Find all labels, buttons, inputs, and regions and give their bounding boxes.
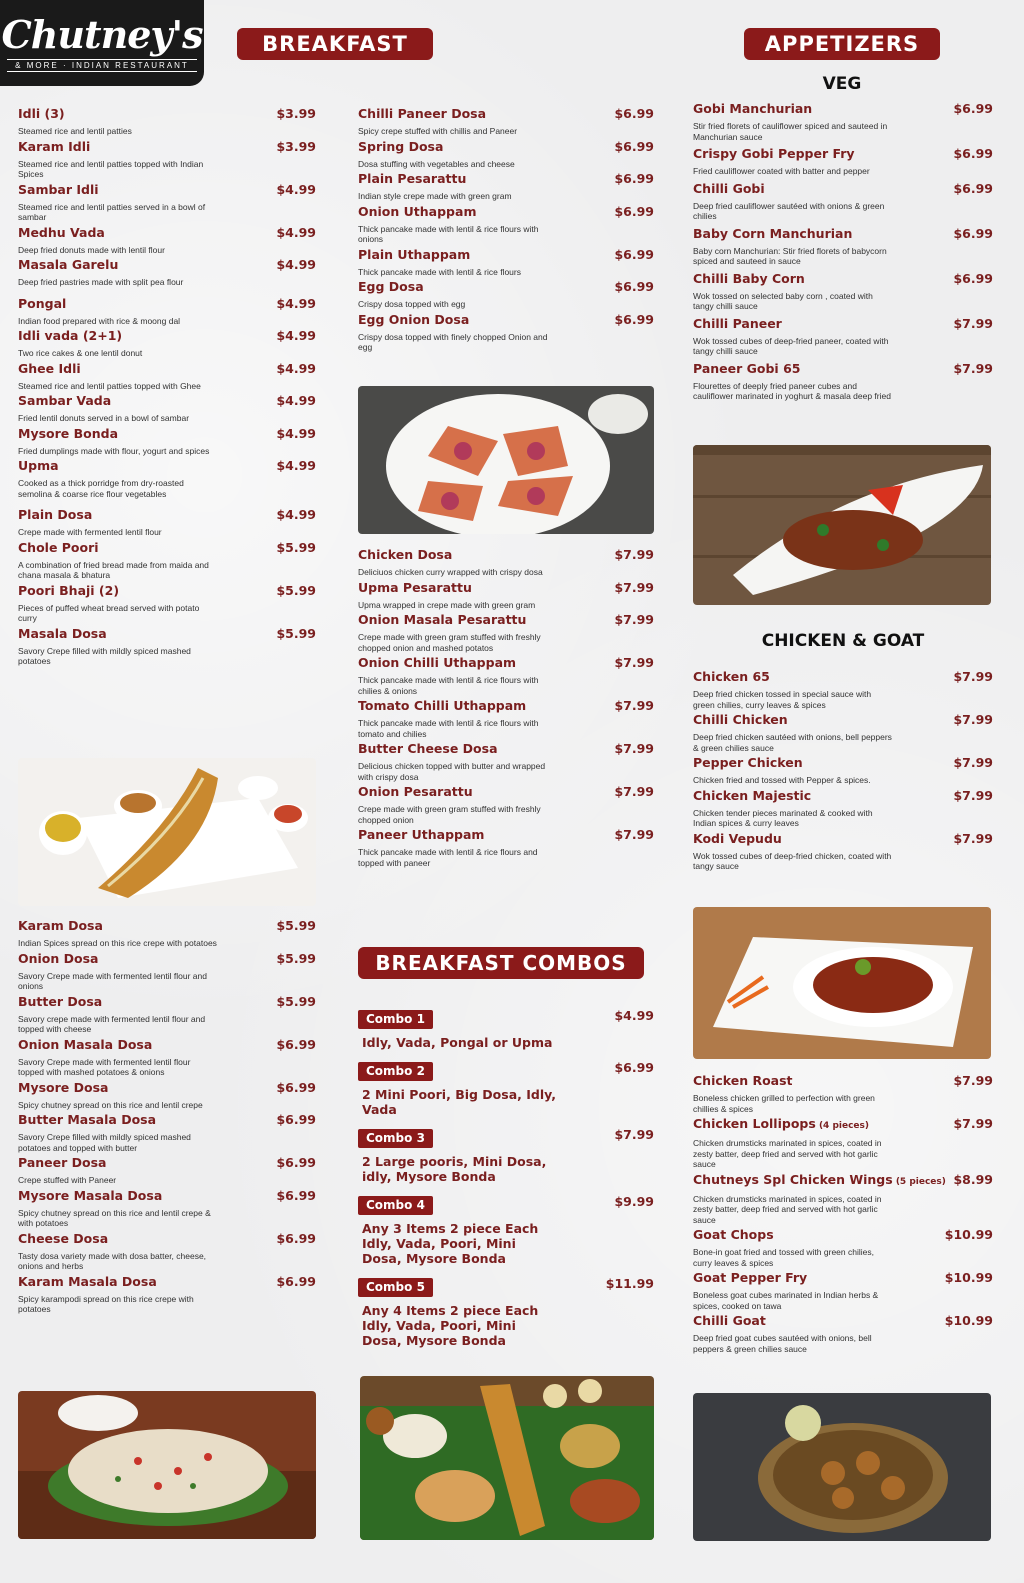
item-price: $7.99 <box>953 315 993 331</box>
menu-item-chutneys-spl-chicken-wings <box>693 1172 993 1226</box>
item-description: Thick pancake made with lentil & rice flours <box>358 266 521 277</box>
item-name: Chicken Dosa <box>358 547 453 562</box>
chicken-appetizers <box>693 669 993 874</box>
combo-list <box>358 1008 654 1358</box>
menu-item-mysore-bonda <box>18 426 316 457</box>
item-description: Spicy karampodi spread on this rice crepe with potatoes <box>18 1293 194 1314</box>
combo-price: $4.99 <box>614 1008 654 1023</box>
combo-1 <box>358 1008 654 1050</box>
item-note: (5 pieces) <box>892 1176 946 1187</box>
menu-item-crispy-gobi-pepper-fry <box>693 146 993 177</box>
item-name: Chilli Paneer Dosa <box>358 106 487 121</box>
combo-5 <box>358 1276 654 1348</box>
menu-item-idli-3 <box>18 106 316 137</box>
combo-2 <box>358 1060 654 1117</box>
item-description: Crepe made with fermented lentil flour <box>18 527 162 537</box>
combo-spread-photo <box>360 1376 654 1540</box>
menu-item-onion-masala-dosa <box>18 1037 316 1078</box>
item-description: Boneless goat cubes marinated in Indian herbs & spices, cooked on tawa <box>693 1290 879 1311</box>
appetizers-banner: APPETIZERS <box>744 28 940 60</box>
item-price: $5.99 <box>276 539 316 555</box>
combo-tag: Combo 4 <box>358 1196 433 1215</box>
item-description: Deliciuos chicken curry wrapped with crispy dosa <box>358 567 543 577</box>
breakfast-column-1b <box>18 918 316 1317</box>
item-price: $7.99 <box>953 1073 993 1088</box>
item-description: Two rice cakes & one lentil donut <box>18 348 143 358</box>
combo-description: 2 Large pooris, Mini Dosa, idly, Mysore Bonda <box>362 1154 547 1184</box>
item-name: Chicken Roast <box>693 1073 793 1088</box>
chicken-goat-appetizers <box>693 1073 993 1356</box>
menu-item-kodi-vepudu <box>693 831 993 872</box>
item-description: Boneless chicken grilled to perfection with green chillies & spices <box>693 1093 875 1114</box>
menu-item-chilli-chicken <box>693 712 993 753</box>
item-description: Stir fried florets of cauliflower spiced and sauteed in Manchurian sauce <box>693 121 888 142</box>
breakfast-column-2b <box>358 547 654 870</box>
item-name: Pepper Chicken <box>693 755 803 770</box>
item-name: Chicken 65 <box>693 669 770 684</box>
item-name: Onion Pesarattu <box>358 784 473 799</box>
item-price: $7.99 <box>614 612 654 627</box>
item-name: Crispy Gobi Pepper Fry <box>693 146 855 161</box>
menu-item-pongal <box>18 296 316 327</box>
item-price: $3.99 <box>276 106 316 121</box>
item-description: Savory crepe made with fermented lentil flour and topped with cheese <box>18 1013 206 1034</box>
item-name: Butter Dosa <box>18 993 103 1009</box>
item-name: Onion Masala Pesarattu <box>358 612 527 627</box>
item-description: Steamed rice and lentil patties served in a bowl of sambar <box>18 201 206 222</box>
item-name: Sambar Vada <box>18 393 112 408</box>
item-price: $10.99 <box>944 1313 993 1328</box>
combo-3 <box>358 1127 654 1184</box>
item-description: Thick pancake made with lentil & rice flours with chilies & onions <box>358 675 539 696</box>
item-name: Cheese Dosa <box>18 1230 109 1246</box>
menu-item-cheese-dosa <box>18 1231 316 1272</box>
menu-item-butter-masala-dosa <box>18 1112 316 1153</box>
menu-item-chilli-paneer <box>693 316 993 357</box>
menu-item-sambar-vada <box>18 393 316 424</box>
masala-dosa-photo <box>18 758 316 906</box>
item-name: Chutneys Spl Chicken Wings (5 pieces) <box>693 1171 946 1187</box>
item-description: Crepe made with green gram stuffed with freshly chopped onion <box>358 804 541 825</box>
item-price: $6.99 <box>953 101 993 116</box>
menu-item-paneer-gobi-65 <box>693 361 993 402</box>
item-price: $7.99 <box>614 784 654 799</box>
menu-item-gobi-manchurian <box>693 101 993 142</box>
item-name: Butter Cheese Dosa <box>358 741 498 756</box>
item-price: $8.99 <box>953 1171 993 1187</box>
breakfast-column-2 <box>358 106 654 355</box>
item-name: Tomato Chilli Uthappam <box>358 698 527 713</box>
item-description: Flourettes of deeply fried paneer cubes and cauliflower marinated in yoghurt & masala deep fried <box>693 380 891 401</box>
menu-item-plain-uthappam <box>358 247 654 278</box>
item-name: Onion Masala Dosa <box>18 1036 153 1052</box>
menu-item-paneer-uthappam <box>358 827 654 868</box>
menu-item-butter-dosa <box>18 994 316 1035</box>
item-name: Ghee Idli <box>18 360 81 376</box>
item-description: Crispy dosa topped with finely chopped Onion and egg <box>358 331 548 352</box>
combo-description: Any 4 Items 2 piece Each Idly, Vada, Poori, Mini Dosa, Mysore Bonda <box>362 1303 539 1348</box>
combo-description: Any 3 Items 2 piece Each Idly, Vada, Poori, Mini Dosa, Mysore Bonda <box>362 1221 539 1266</box>
item-description: Upma wrapped in crepe made with green gram <box>358 599 536 610</box>
combo-tag: Combo 2 <box>358 1062 433 1081</box>
item-price: $4.99 <box>276 425 316 441</box>
logo-tagline-text: INDIAN RESTAURANT <box>71 60 189 70</box>
item-price: $6.99 <box>276 1036 316 1052</box>
item-description: Spicy chutney spread on this rice and lentil crepe <box>18 1099 203 1110</box>
item-name: Plain Pesarattu <box>358 171 467 186</box>
item-name: Butter Masala Dosa <box>18 1112 157 1127</box>
menu-item-karam-dosa <box>18 918 316 949</box>
item-name: Karam Idli <box>18 138 91 154</box>
item-description: Deep fried chicken tossed in special sauce with green chilies, curry leaves & spices <box>693 689 872 710</box>
menu-item-chilli-paneer-dosa <box>358 106 654 137</box>
item-price: $7.99 <box>953 712 993 727</box>
item-price: $4.99 <box>276 328 316 343</box>
item-description: Cooked as a thick porridge from dry-roasted semolina & coarse rice flour vegetables <box>18 478 184 499</box>
item-description: Spicy crepe stuffed with chillis and Paneer <box>358 126 518 136</box>
combos-banner: BREAKFAST COMBOS <box>358 947 644 979</box>
item-description: Deep fried cauliflower sautéed with onions & green chilies <box>693 200 885 221</box>
menu-item-chicken-dosa <box>358 547 654 578</box>
item-description: Deep fried goat cubes sautéed with onions, bell peppers & green chilies sauce <box>693 1333 872 1354</box>
item-description: Fried dumplings made with flour, yogurt and spices <box>18 445 210 456</box>
item-price: $6.99 <box>953 146 993 161</box>
menu-item-mysore-dosa <box>18 1080 316 1111</box>
item-price: $4.99 <box>276 360 316 376</box>
chicken-goat-heading: CHICKEN & GOAT <box>761 631 925 651</box>
item-name: Egg Dosa <box>358 279 424 294</box>
item-description: Savory Crepe filled with mildly spiced mashed potatoes <box>18 645 191 666</box>
menu-item-masala-dosa <box>18 626 316 667</box>
menu-item-onion-pesarattu <box>358 784 654 825</box>
menu-item-onion-masala-pesarattu <box>358 612 654 653</box>
item-name: Upma Pesarattu <box>358 579 472 595</box>
combo-tag: Combo 5 <box>358 1278 433 1297</box>
item-price: $6.99 <box>276 1187 316 1203</box>
item-price: $7.99 <box>953 830 993 846</box>
item-name: Chilli Paneer <box>693 315 782 331</box>
item-price: $6.99 <box>953 225 993 241</box>
item-name: Goat Pepper Fry <box>693 1270 808 1285</box>
combo-4 <box>358 1194 654 1266</box>
item-description: Wok tossed cubes of deep-fried paneer, coated with tangy chilli sauce <box>693 335 889 356</box>
combo-price: $11.99 <box>605 1276 654 1291</box>
combo-price: $7.99 <box>614 1127 654 1142</box>
menu-item-medhu-vada <box>18 225 316 256</box>
menu-item-chilli-goat <box>693 1313 993 1354</box>
item-price: $6.99 <box>276 1155 316 1170</box>
menu-item-onion-uthappam <box>358 204 654 245</box>
item-description: Bone-in goat fried and tossed with green chilies, curry leaves & spices <box>693 1247 874 1268</box>
item-description: Pieces of puffed wheat bread served with potato curry <box>18 602 200 623</box>
item-price: $7.99 <box>614 741 654 756</box>
item-name: Karam Masala Dosa <box>18 1273 157 1289</box>
combo-description: 2 Mini Poori, Big Dosa, Idly, Vada <box>362 1087 557 1117</box>
item-price: $5.99 <box>276 625 316 641</box>
item-price: $7.99 <box>953 669 993 684</box>
breakfast-column-1 <box>18 106 316 669</box>
menu-item-chilli-baby-corn <box>693 271 993 312</box>
item-description: Fried lentil donuts served in a bowl of sambar <box>18 413 190 423</box>
item-name: Mysore Bonda <box>18 425 119 441</box>
item-price: $4.99 <box>276 181 316 197</box>
item-name: Sambar Idli <box>18 181 99 197</box>
item-description: Steamed rice and lentil patties <box>18 126 132 136</box>
item-description: Tasty dosa variety made with dosa batter, cheese, onions and herbs <box>18 1250 207 1271</box>
item-price: $5.99 <box>276 918 316 933</box>
menu-item-idli-vada-2-1 <box>18 328 316 359</box>
item-name: Mysore Dosa <box>18 1079 109 1095</box>
menu-item-egg-dosa <box>358 279 654 310</box>
item-name: Chicken Lollipops (4 pieces) <box>693 1116 869 1131</box>
menu-item-poori-bhaji-2 <box>18 583 316 624</box>
item-description: Thick pancake made with lentil & rice flours with tomato and chilies <box>358 718 539 739</box>
item-price: $3.99 <box>276 138 316 154</box>
combo-description: Idly, Vada, Pongal or Upma <box>362 1035 553 1050</box>
item-name: Onion Uthappam <box>358 203 477 219</box>
item-description: Deep fried pastries made with split pea flour <box>18 277 184 287</box>
item-name: Plain Dosa <box>18 507 93 522</box>
item-name: Paneer Gobi 65 <box>693 360 801 376</box>
item-name: Paneer Dosa <box>18 1155 107 1170</box>
item-description: Indian Spices spread on this rice crepe with potatoes <box>18 938 217 948</box>
item-name: Poori Bhaji (2) <box>18 582 120 598</box>
item-name: Goat Chops <box>693 1227 774 1242</box>
item-name: Masala Dosa <box>18 625 107 641</box>
item-description: Chicken fried and tossed with Pepper & spices. <box>693 775 871 785</box>
item-price: $6.99 <box>614 138 654 154</box>
item-price: $4.99 <box>276 393 316 408</box>
item-description: Thick pancake made with lentil & rice flours with onions <box>358 223 539 244</box>
item-name: Karam Dosa <box>18 918 103 933</box>
item-description: Steamed rice and lentil patties topped with Ghee <box>18 380 201 391</box>
item-price: $7.99 <box>953 360 993 376</box>
combo-tag: Combo 3 <box>358 1129 433 1148</box>
uthappam-photo <box>18 1391 316 1539</box>
breakfast-banner: BREAKFAST <box>237 28 433 60</box>
item-name: Chilli Chicken <box>693 712 788 727</box>
item-name: Onion Chilli Uthappam <box>358 655 517 670</box>
item-name: Egg Onion Dosa <box>358 311 470 327</box>
item-name: Medhu Vada <box>18 224 105 240</box>
item-description: Indian food prepared with rice & moong dal <box>18 315 181 326</box>
item-description: Savory Crepe made with fermented lentil flour topped with mashed potatoes & onions <box>18 1056 191 1077</box>
veg-heading: VEG <box>822 74 862 94</box>
item-description: Savory Crepe filled with mildly spiced mashed potatoes and topped with butter <box>18 1132 191 1153</box>
item-price: $6.99 <box>953 180 993 196</box>
menu-item-upma-pesarattu <box>358 580 654 611</box>
item-description: Crispy dosa topped with egg <box>358 299 466 309</box>
item-description: Dosa stuffing with vegetables and cheese <box>358 158 515 169</box>
menu-item-onion-dosa <box>18 951 316 992</box>
menu-item-baby-corn-manchurian <box>693 226 993 267</box>
item-description: Indian style crepe made with green gram <box>358 191 512 201</box>
menu-item-plain-pesarattu <box>358 171 654 202</box>
item-name: Chicken Majestic <box>693 787 812 803</box>
menu-item-butter-cheese-dosa <box>358 741 654 782</box>
menu-item-chole-poori <box>18 540 316 581</box>
item-name: Paneer Uthappam <box>358 827 485 842</box>
item-description: Chicken drumsticks marinated in spices, coated in zesty batter, deep fried and served with hot garlic sauce <box>693 1193 882 1225</box>
item-price: $6.99 <box>614 106 654 121</box>
item-description: Crepe stuffed with Paneer <box>18 1175 117 1185</box>
menu-item-tomato-chilli-uthappam <box>358 698 654 739</box>
item-price: $7.99 <box>953 787 993 803</box>
menu-item-chicken-roast <box>693 1073 993 1114</box>
item-name: Pongal <box>18 295 67 311</box>
menu-item-sambar-idli <box>18 182 316 223</box>
menu-item-plain-dosa <box>18 507 316 538</box>
menu-item-chilli-gobi <box>693 181 993 222</box>
item-description: Savory Crepe made with fermented lentil flour and onions <box>18 970 207 991</box>
item-name: Masala Garelu <box>18 257 119 272</box>
item-price: $7.99 <box>614 827 654 842</box>
item-price: $6.99 <box>276 1230 316 1246</box>
menu-item-karam-masala-dosa <box>18 1274 316 1315</box>
veg-appetizers <box>693 101 993 406</box>
item-description: Deep fried chicken sautéed with onions, bell peppers & green chilies sauce <box>693 732 892 753</box>
item-description: Baby corn Manchurian: Stir fried florets of babycorn spiced and sauteed in sauce <box>693 245 887 266</box>
item-description: Delicious chicken topped with butter and wrapped with crispy dosa <box>358 761 546 782</box>
menu-item-masala-garelu <box>18 257 316 288</box>
item-price: $4.99 <box>276 507 316 522</box>
menu-item-pepper-chicken <box>693 755 993 786</box>
combo-price: $9.99 <box>614 1194 654 1209</box>
menu-item-goat-chops <box>693 1227 993 1268</box>
item-price: $7.99 <box>614 655 654 670</box>
item-name: Plain Uthappam <box>358 246 471 262</box>
item-name: Idli vada (2+1) <box>18 328 123 343</box>
item-price: $7.99 <box>953 755 993 770</box>
item-name: Gobi Manchurian <box>693 101 813 116</box>
item-name: Mysore Masala Dosa <box>18 1187 163 1203</box>
item-price: $7.99 <box>953 1116 993 1131</box>
item-note: (4 pieces) <box>815 1121 869 1131</box>
item-price: $5.99 <box>276 950 316 966</box>
item-price: $6.99 <box>614 246 654 262</box>
restaurant-logo <box>0 0 204 86</box>
item-price: $4.99 <box>276 224 316 240</box>
combo-tag: Combo 1 <box>358 1010 433 1029</box>
menu-item-spring-dosa <box>358 139 654 170</box>
combo-price: $6.99 <box>614 1060 654 1075</box>
item-price: $6.99 <box>276 1079 316 1095</box>
item-price: $4.99 <box>276 458 316 473</box>
menu-item-paneer-dosa <box>18 1155 316 1186</box>
uthappam-plate-photo <box>358 386 654 534</box>
item-price: $6.99 <box>276 1112 316 1127</box>
menu-item-ghee-idli <box>18 361 316 392</box>
item-price: $7.99 <box>614 579 654 595</box>
item-price: $5.99 <box>276 582 316 598</box>
item-name: Chilli Gobi <box>693 180 765 196</box>
menu-item-chicken-lollipops <box>693 1116 993 1170</box>
item-description: Chicken drumsticks marinated in spices, coated in zesty batter, deep fried and served with hot garlic sauce <box>693 1138 882 1169</box>
item-name: Chilli Baby Corn <box>693 270 805 286</box>
item-description: Chicken tender pieces marinated & cooked with Indian spices & curry leaves <box>693 807 873 828</box>
item-description: Spicy chutney spread on this rice and lentil crepe & with potatoes <box>18 1207 211 1228</box>
menu-item-chicken-majestic <box>693 788 993 829</box>
menu-item-upma <box>18 458 316 499</box>
item-description: Steamed rice and lentil patties topped with Indian Spices <box>18 158 204 179</box>
item-price: $7.99 <box>614 698 654 713</box>
item-price: $6.99 <box>953 270 993 286</box>
item-price: $10.99 <box>944 1227 993 1242</box>
item-name: Chilli Goat <box>693 1313 766 1328</box>
item-description: Fried cauliflower coated with batter and pepper <box>693 166 870 176</box>
item-price: $6.99 <box>614 171 654 186</box>
logo-tagline: & MORE · INDIAN RESTAURANT <box>7 59 197 72</box>
item-description: Crepe made with green gram stuffed with freshly chopped onion and mashed potatos <box>358 632 541 653</box>
item-name: Onion Dosa <box>18 950 99 966</box>
logo-tagline-top: & MORE <box>15 60 59 70</box>
menu-item-onion-chilli-uthappam <box>358 655 654 696</box>
item-description: A combination of fried bread made from maida and chana masala & bhatura <box>18 559 209 580</box>
item-description: Wok tossed cubes of deep-fried chicken, coated with tangy sauce <box>693 850 892 871</box>
item-price: $5.99 <box>276 993 316 1009</box>
item-name: Kodi Vepudu <box>693 830 782 846</box>
item-name: Baby Corn Manchurian <box>693 225 853 241</box>
item-name: Upma <box>18 458 59 473</box>
item-price: $6.99 <box>614 203 654 219</box>
item-description: Deep fried donuts made with lentil flour <box>18 244 165 255</box>
menu-item-mysore-masala-dosa <box>18 1188 316 1229</box>
item-description: Wok tossed on selected baby corn , coated with tangy chilli sauce <box>693 290 873 311</box>
menu-item-chicken-65 <box>693 669 993 710</box>
logo-name: Chutney's <box>1 11 203 57</box>
item-price: $4.99 <box>276 295 316 311</box>
goat-fry-photo <box>693 1393 991 1541</box>
item-name: Spring Dosa <box>358 138 444 154</box>
item-price: $10.99 <box>944 1270 993 1285</box>
menu-item-goat-pepper-fry <box>693 1270 993 1311</box>
item-price: $4.99 <box>276 257 316 272</box>
item-description: Thick pancake made with lentil & rice flours and topped with paneer <box>358 847 538 868</box>
item-name: Idli (3) <box>18 106 65 121</box>
menu-item-karam-idli <box>18 139 316 180</box>
item-price: $6.99 <box>614 311 654 327</box>
chilli-chicken-photo <box>693 907 991 1059</box>
menu-item-egg-onion-dosa <box>358 312 654 353</box>
item-price: $7.99 <box>614 547 654 562</box>
item-name: Chole Poori <box>18 539 99 555</box>
item-price: $6.99 <box>276 1273 316 1289</box>
chilli-paneer-photo <box>693 445 991 605</box>
item-price: $6.99 <box>614 279 654 294</box>
